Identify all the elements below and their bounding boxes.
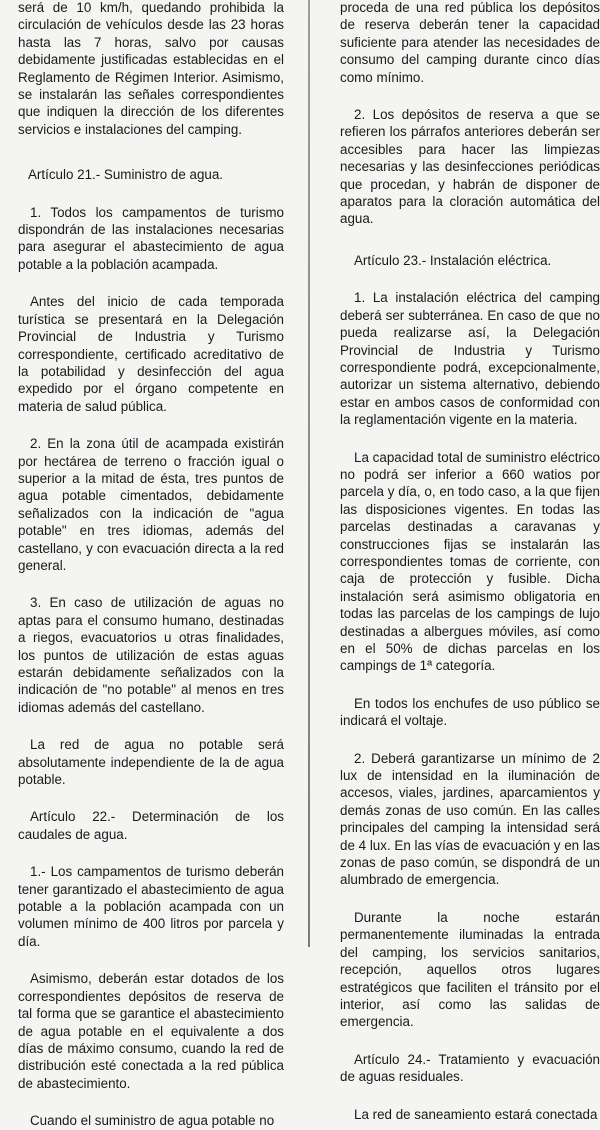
paragraph: 1. La instalación eléctrica del camping deberá ser subterránea. En caso de que no pueda realizarse así, la Delegación Provincial de Industria y Turismo correspondiente podrá, excepcionalmente, autorizar un sistema alternativo, debiendo estar en ambos casos de conformidad con la reglamentación vigente en la materia.	[340, 290, 600, 428]
paragraph: 1.- Los campamentos de turismo deberán tener garantizado el abastecimiento de agua potable a la población acampada con un volumen mínimo de 400 litros por parcela y día.	[18, 864, 284, 949]
paragraph: La red de saneamiento estará conectada	[354, 1106, 598, 1122]
paragraph: La capacidad total de suministro eléctrico no podrá ser inferior a 660 watios por parcela y día, o, en todo caso, a la que fijen las disposiciones vigentes. En todas las parcelas destinadas a caravanas y construcciones fijas se instalarán las correspondientes tomas de corriente, con caja de protección y fusible. Dicha instalación será asimismo obligatoria en todas las parcelas de los campings de lujo destinadas a albergues móviles, así como en el 50% de dichas parcelas en los campings de 1ª categoría.	[340, 449, 600, 674]
article-22-heading: Artículo 22.- Determinación de los caudales de agua.	[18, 809, 284, 842]
paragraph: 2. Los depósitos de reserva a que se refieren los párrafos anteriores deberán ser accesibles para hacer las limpiezas necesarias y las desinfecciones periódicas que procedan, y habrán de disponer de aparatos para la cloración automática del agua.	[340, 107, 600, 227]
paragraph: 3. En caso de utilización de aguas no aptas para el consumo humano, destinadas a riegos, evacuatorios u otras finalidades, los puntos de utilización de estas aguas estarán debidamente señalizados con la indicación de "no potable" al menos en tres idiomas además del castellano.	[18, 595, 284, 715]
paragraph: 2. En la zona útil de acampada existirán por hectárea de terreno o fracción igual o superior a la mitad de ésta, tres puntos de agua potable cimentados, debidamente señalizados con la indicación de "agua potable" en tres idiomas, además del castellano, y con evacuación directa a la red general.	[18, 436, 284, 573]
paragraph: Antes del inicio de cada temporada turística se presentará en la Delegación Provincial de Industria y Turismo correspondiente, certificado acreditativo de la potabilidad y desinfección del agua expedido por el órgano competente en materia de salud pública.	[18, 294, 284, 414]
left-column	[18, 0, 284, 1130]
paragraph: 1. Todos los campamentos de turismo dispondrán de las instalaciones necesarias para asegurar el abastecimiento de agua potable a la población acampada.	[18, 204, 284, 272]
paragraph: En todos los enchufes de uso público se indicará el voltaje.	[340, 695, 600, 729]
paragraph: La red de agua no potable será absolutamente independiente de la de agua potable.	[18, 737, 284, 788]
article-23-heading: Artículo 23.- Instalación eléctrica.	[354, 252, 552, 268]
article-21-heading: Artículo 21.- Suministro de agua.	[28, 167, 224, 183]
paragraph: Durante la noche estarán permanentemente iluminadas la entrada del camping, los servicios sanitarios, recepción, aquellos otros lugares estratégicos que faciliten el tránsito por el interior, así como las salidas de emergencia.	[340, 909, 600, 1030]
article-24-heading: Artículo 24.- Tratamiento y evacuación de aguas residuales.	[340, 1051, 600, 1085]
right-column	[340, 0, 600, 1123]
paragraph: proceda de una red pública los depósitos de reserva deberán tener la capacidad suficiente para atender las necesidades de consumo del camping durante cinco días como mínimo.	[340, 0, 600, 85]
column-divider	[308, 0, 310, 947]
paragraph: Cuando el suministro de agua potable no	[30, 1113, 275, 1129]
paragraph: será de 10 km/h, quedando prohibida la circulación de vehículos desde las 23 horas hasta las 7 horas, salvo por causas debidamente justificadas establecidas en el Reglamento de Régimen Interior. Asimismo, se instalarán las señales correspondientes que indiquen la dirección de los diferentes servicios e instalaciones del camping.	[18, 0, 284, 137]
paragraph: Asimismo, deberán estar dotados de los correspondientes depósitos de reserva de tal forma que se garantice el abastecimiento de agua potable en el equivalente a dos días de máximo consumo, cuando la red de distribución esté conectada a la red pública de abastecimiento.	[18, 971, 284, 1091]
paragraph: 2. Deberá garantizarse un mínimo de 2 lux de intensidad en la iluminación de accesos, viales, jardines, aparcamientos y demás zonas de uso común. En las calles principales del camping la intensidad será de 4 lux. En las vías de evacuación y en las zonas de paso común, se dispondrá de un alumbrado de emergencia.	[340, 750, 600, 888]
